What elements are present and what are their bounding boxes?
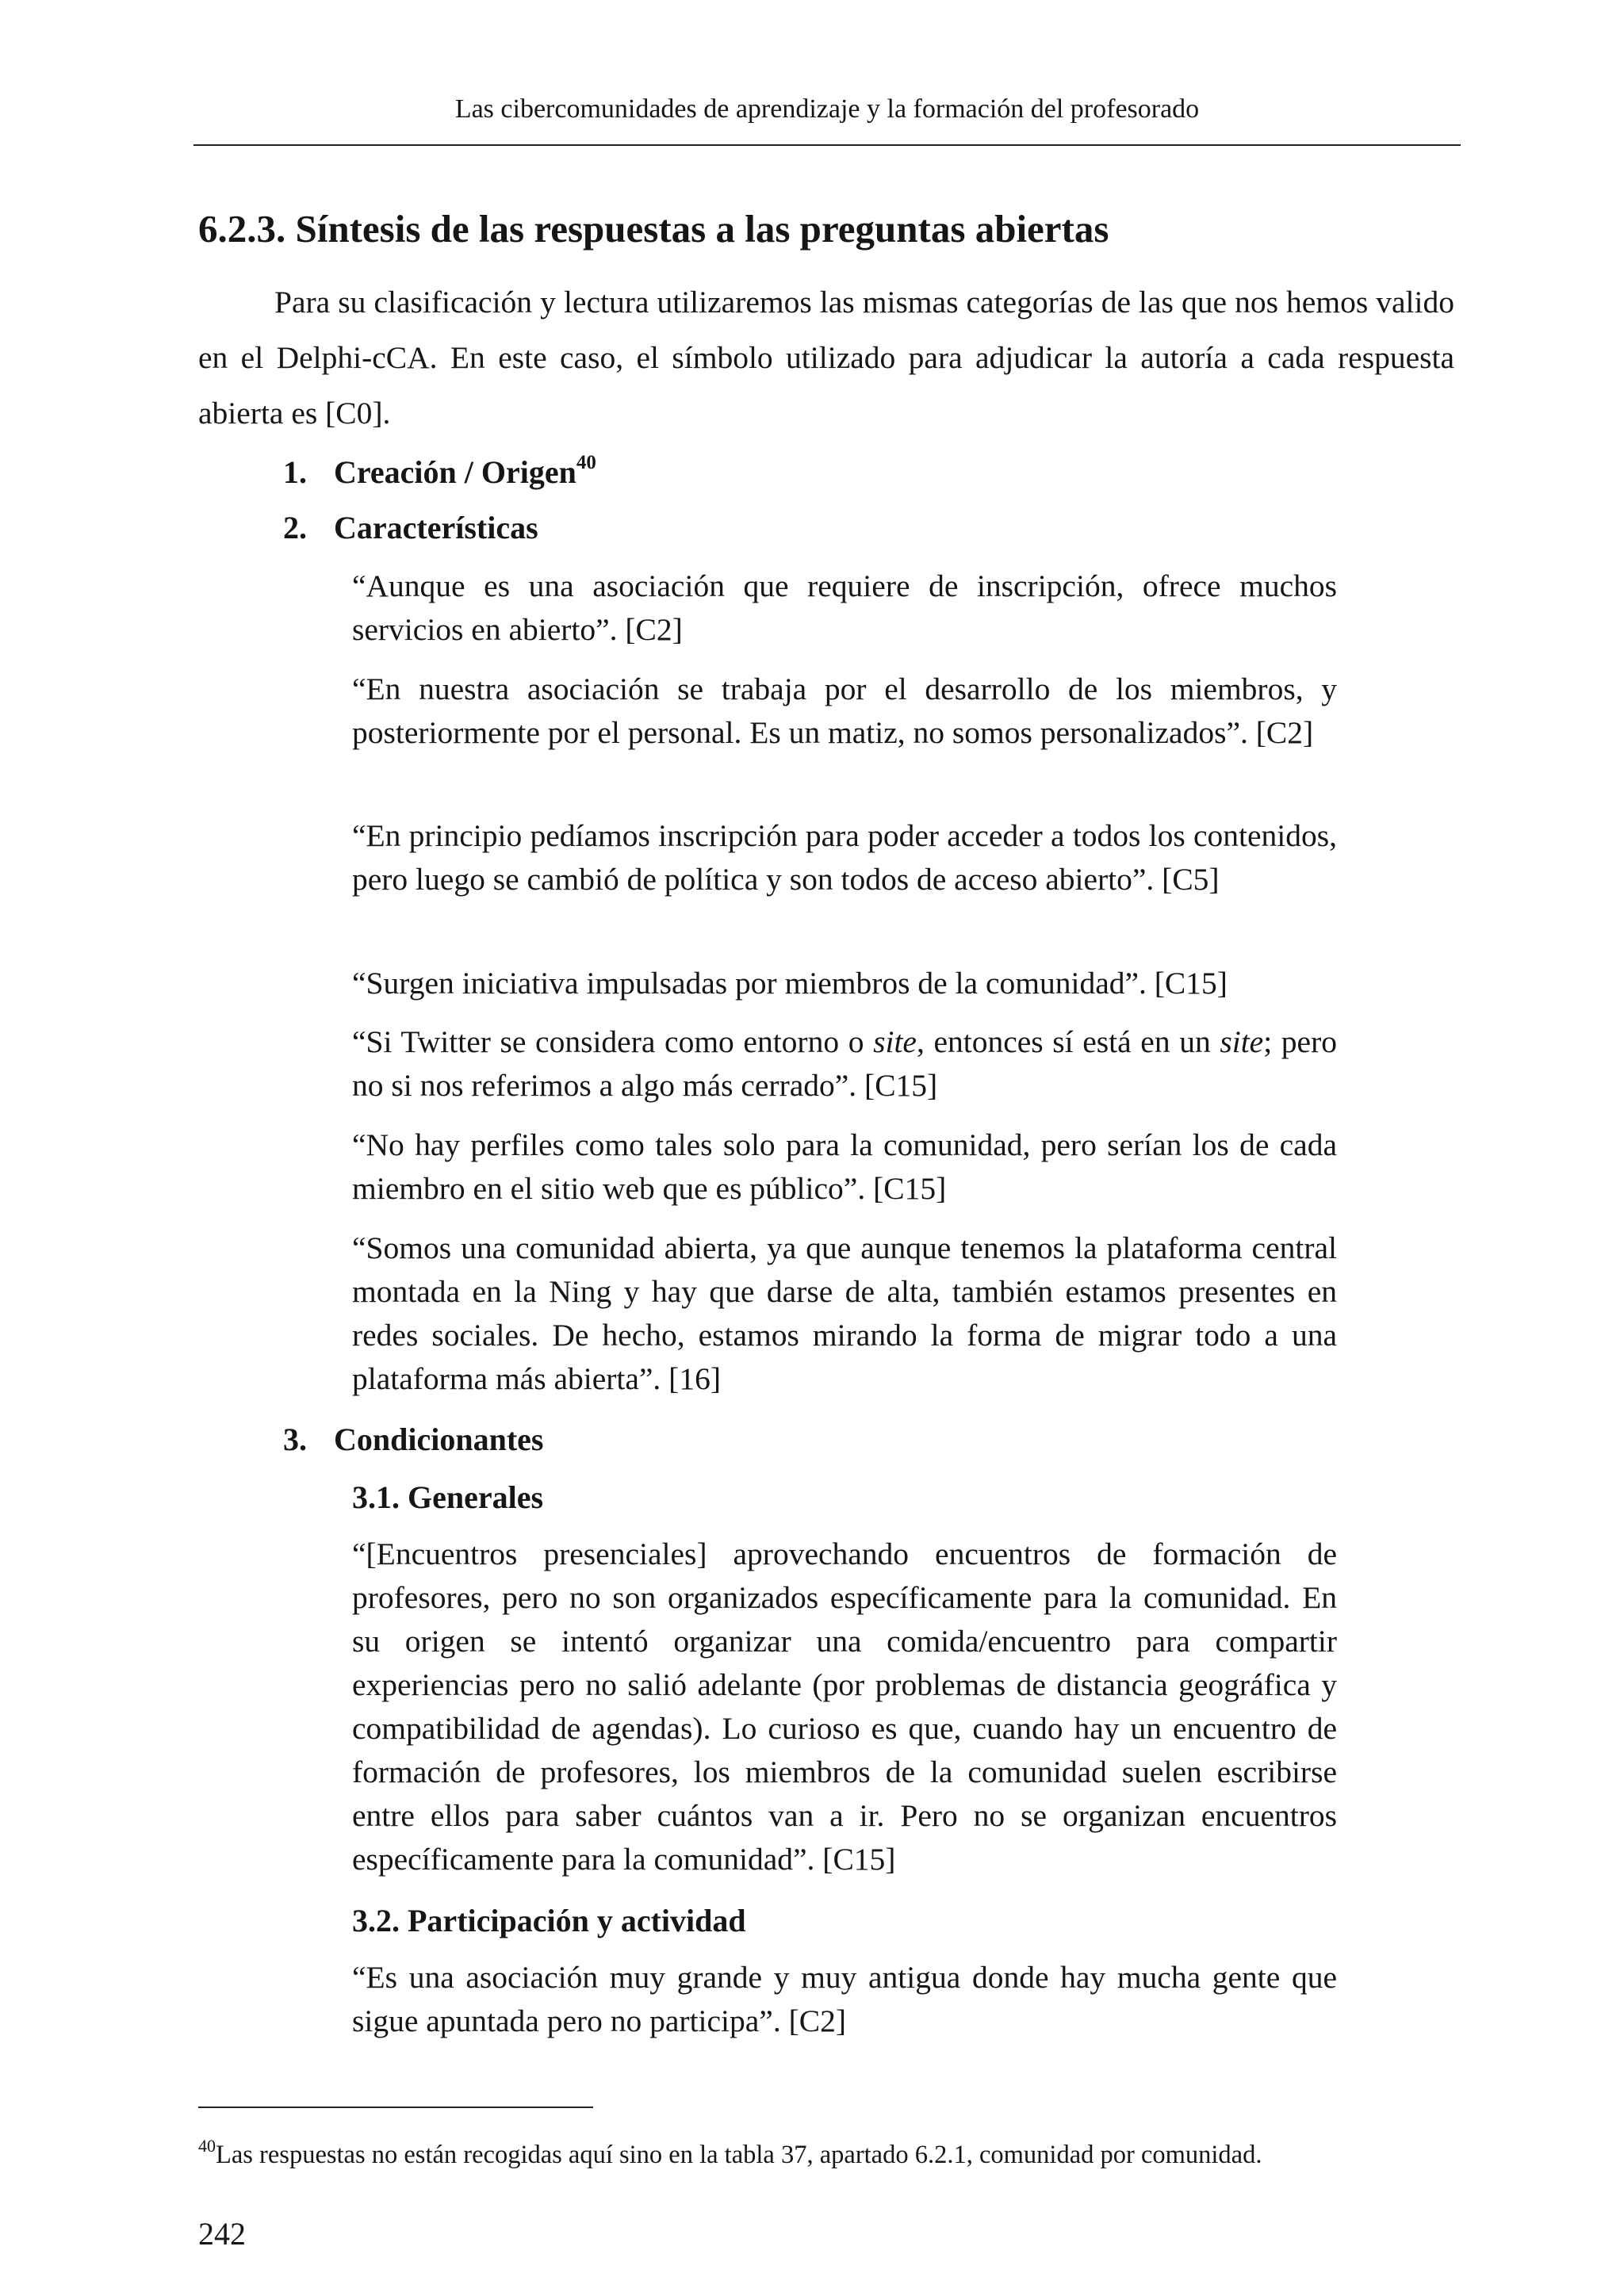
quote-paragraph: “No hay perfiles como tales solo para la comunidad, pero serían los de cada miembro en el sitio web que es público”. [C15]: [352, 1127, 1337, 1206]
quote-emphasis: site: [873, 1024, 917, 1059]
quote-paragraph: “En principio pedíamos inscripción para poder acceder a todos los contenidos, pero luego se cambió de política y son todos de acceso abierto”. [C5]: [352, 818, 1337, 897]
section-heading: 6.2.3. Síntesis de las respuestas a las preguntas abiertas: [198, 207, 1109, 251]
quote-paragraph: “En nuestra asociación se trabaja por el desarrollo de los miembros, y posteriormente por el personal. Es un matiz, no somos personalizados”. [C2]: [352, 672, 1337, 750]
item-number: 2.: [283, 510, 307, 545]
item-number: 1.: [283, 454, 307, 490]
intro-paragraph: Para su clasificación y lectura utilizaremos las mismas categorías de las que nos hemos valido en el Delphi-cCA. En este caso, el símbolo utilizado para adjudicar la autoría a cada respuesta abierta es [C0].: [198, 285, 1454, 430]
footnote-rule: [198, 2107, 593, 2108]
item-heading-origin: [283, 449, 596, 496]
page-number: 242: [198, 2216, 246, 2252]
subsection-heading-general: 3.1. Generales: [352, 1479, 544, 1515]
quote-paragraph: “Es una asociación muy grande y muy antigua donde hay mucha gente que sigue apuntada pero no participa”. [C2]: [352, 1960, 1337, 2038]
item-title: Condicionantes: [334, 1422, 544, 1457]
running-header: Las cibercomunidades de aprendizaje y la formación del profesorado: [454, 94, 1200, 124]
quote-paragraph: “Surgen iniciativa impulsadas por miembros de la comunidad”. [C15]: [352, 966, 1228, 1001]
quote-text: , entonces sí está en un: [916, 1024, 1220, 1059]
item-title: Creación / Origen: [334, 454, 576, 490]
item-title: Características: [334, 510, 538, 545]
item-heading-conditions: [283, 1416, 544, 1464]
item-heading-characteristics: [283, 504, 538, 552]
quote-text: ; pero no si nos referimos a algo más cerrado”. [C15]: [352, 1024, 1337, 1103]
quote-paragraph: [352, 1020, 1337, 1108]
header-rule: [193, 144, 1461, 146]
quote-emphasis: site: [1220, 1024, 1264, 1059]
item-number: 3.: [283, 1422, 307, 1457]
subsection-heading-participation: 3.2. Participación y actividad: [352, 1903, 746, 1938]
footnote-text: Las respuestas no están recogidas aquí sino en la tabla 37, apartado 6.2.1, comunidad por comunidad.: [216, 2141, 1262, 2169]
quote-text: “Si Twitter se considera como entorno o: [352, 1024, 874, 1059]
footnote-marker: 40: [198, 2136, 216, 2156]
footnote: [198, 2137, 1262, 2172]
footnote-reference[interactable]: 40: [576, 452, 596, 473]
quote-paragraph: “Aunque es una asociación que requiere de inscripción, ofrece muchos servicios en abierto”. [C2]: [352, 568, 1337, 647]
quote-paragraph: “Somos una comunidad abierta, ya que aunque tenemos la plataforma central montada en la Ning y hay que darse de alta, también estamos presentes en redes sociales. De hecho, estamos mirando la forma de migrar todo a una plataforma más abierta”. [16]: [352, 1230, 1337, 1396]
quote-paragraph: “[Encuentros presenciales] aprovechando encuentros de formación de profesores, pero no son organizados específicamente para la comunidad. En su origen se intentó organizar una comida/encuentro para compartir experiencias pero no salió adelante (por problemas de distancia geográfica y compatibilidad de agendas). Lo curioso es que, cuando hay un encuentro de formación de profesores, los miembros de la comunidad suelen escribirse entre ellos para saber cuántos van a ir. Pero no se organizan encuentros específicamente para la comunidad”. [C15]: [352, 1536, 1337, 1877]
